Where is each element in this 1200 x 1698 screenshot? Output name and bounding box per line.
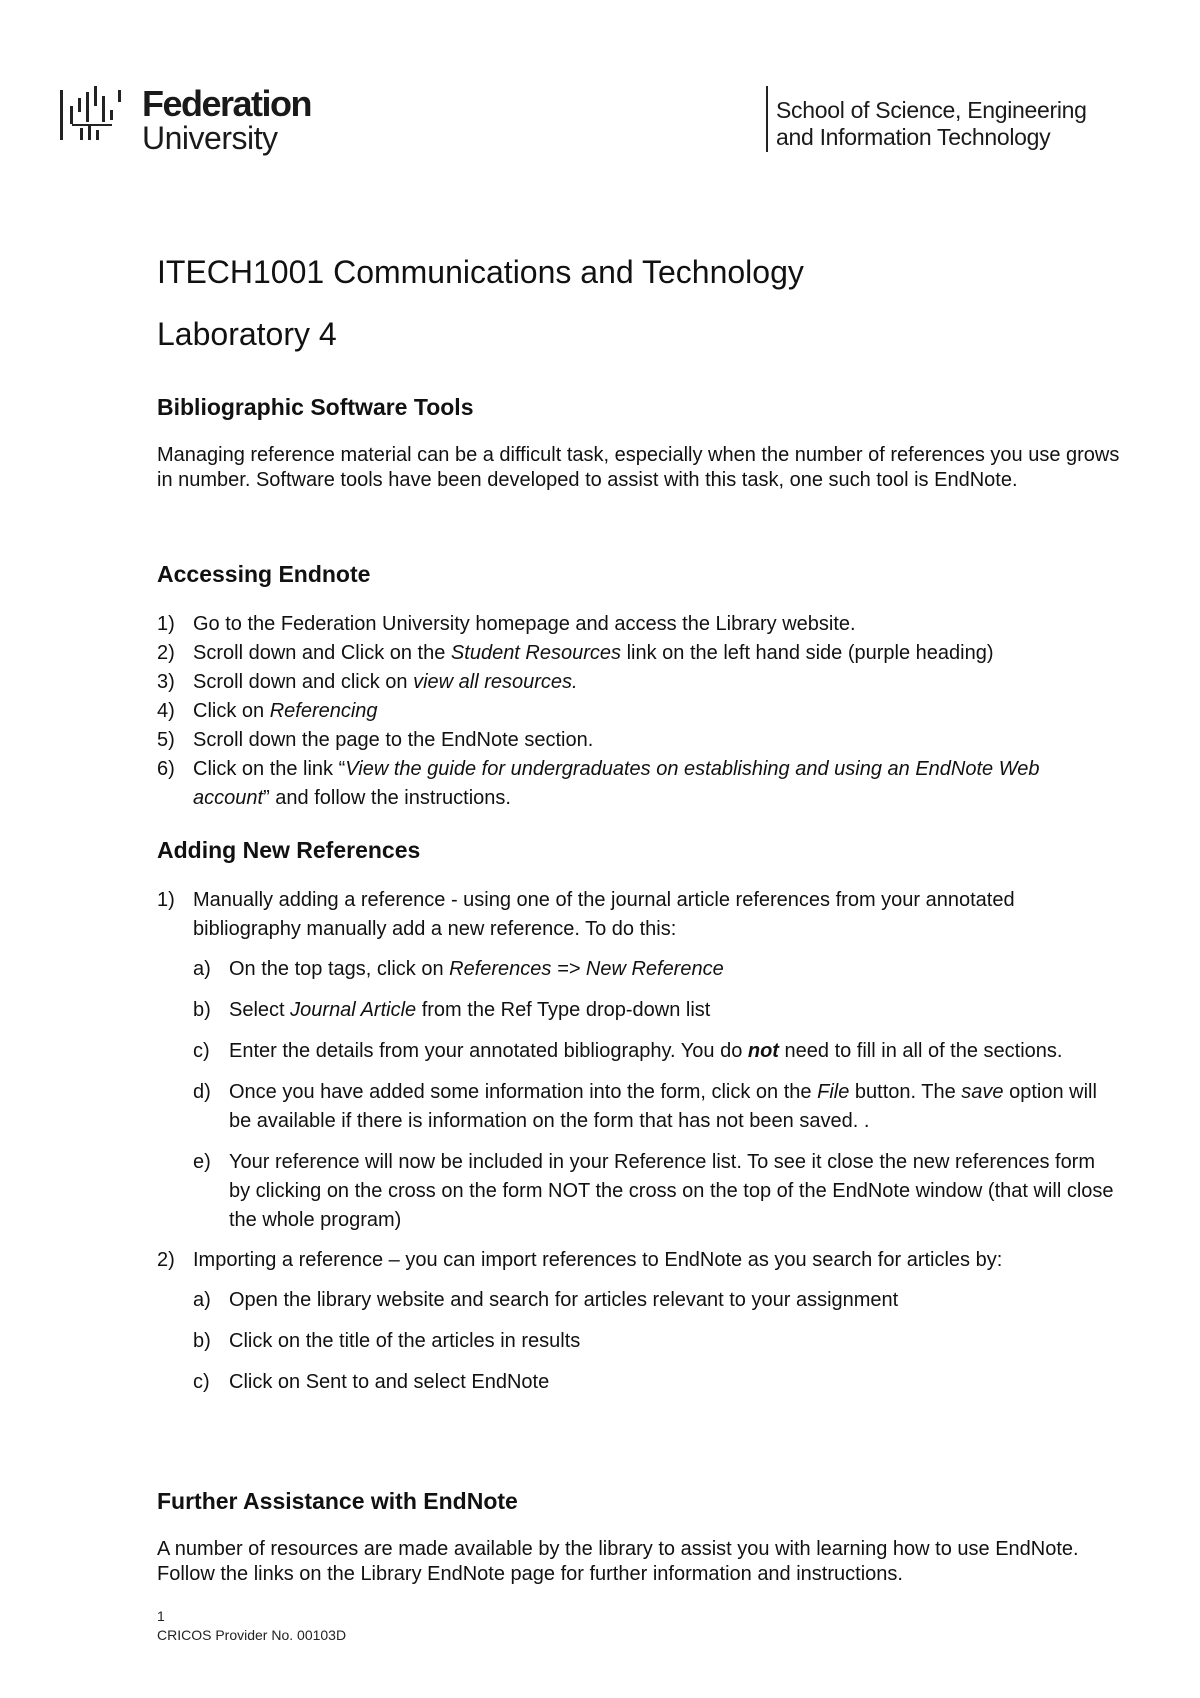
list-item: 2) Scroll down and Click on the Student Resources link on the left hand side (purple heading) — [157, 642, 994, 664]
bibliographic-paragraph: Managing reference material can be a difficult task, especially when the number of references you use grows in number. Software tools have been developed to assist with this task, one such tool is EndNote. — [157, 444, 1120, 491]
sub-list-item: b) Select Journal Article from the Ref Type drop-down list — [193, 999, 711, 1021]
sub-list-item: e) Your reference will now be included in your Reference list. To see it close the new references form by clicking on the cross on the form NOT the cross on the top of the EndNote window (that will close the whole program) — [193, 1151, 1114, 1231]
sub-list-item: d) Once you have added some information into the form, click on the File button. The save option will be available if there is information on the form that has not been saved. . — [193, 1081, 1097, 1132]
page-number: 1 — [157, 1608, 165, 1624]
header-divider — [766, 86, 768, 152]
school-name-line1: School of Science, Engineering — [776, 97, 1087, 123]
list-item: 2) Importing a reference – you can import references to EndNote as you search for articles by: — [157, 1249, 1003, 1271]
adding-list — [157, 886, 1117, 1397]
heading-accessing: Accessing Endnote — [157, 561, 371, 587]
heading-further-assistance: Further Assistance with EndNote — [157, 1488, 518, 1514]
list-item: 6) Click on the link “View the guide for undergraduates on establishing and using an EndNote Web account” and follow the instructions. — [157, 758, 1040, 809]
school-name-line2: and Information Technology — [776, 124, 1051, 150]
sub-list-item: a) Open the library website and search for articles relevant to your assignment — [193, 1289, 899, 1311]
access-list — [157, 610, 1117, 813]
heading-bibliographic: Bibliographic Software Tools — [157, 394, 474, 420]
heading-adding: Adding New References — [157, 837, 421, 863]
sub-list-item: c) Enter the details from your annotated bibliography. You do not need to fill in all of the sections. — [193, 1040, 1063, 1062]
list-item: 1) Manually adding a reference - using one of the journal article references from your annotated bibliography manually add a new reference. To do this: — [157, 889, 1015, 940]
cricos-provider: CRICOS Provider No. 00103D — [157, 1627, 347, 1643]
list-item: 3) Scroll down and click on view all resources. — [157, 671, 578, 693]
sub-list-item: b) Click on the title of the articles in results — [193, 1330, 581, 1352]
logo-federation: Federation — [142, 83, 312, 124]
sub-list-item: c) Click on Sent to and select EndNote — [193, 1371, 550, 1393]
further-paragraph: A number of resources are made available by the library to assist you with learning how to use EndNote. Follow the links on the Library EndNote page for further information and instructions. — [157, 1538, 1079, 1585]
document-title: ITECH1001 Communications and Technology — [157, 254, 804, 290]
list-item: 5) Scroll down the page to the EndNote section. — [157, 729, 594, 751]
sub-list-item: a) On the top tags, click on References => New Reference — [193, 958, 724, 980]
document-subtitle: Laboratory 4 — [157, 316, 337, 352]
list-item: 4) Click on Referencing — [157, 700, 378, 722]
federation-logo-mark-icon — [58, 84, 138, 154]
logo-university: University — [142, 120, 278, 156]
list-item: 1) Go to the Federation University homepage and access the Library website. — [157, 613, 856, 635]
